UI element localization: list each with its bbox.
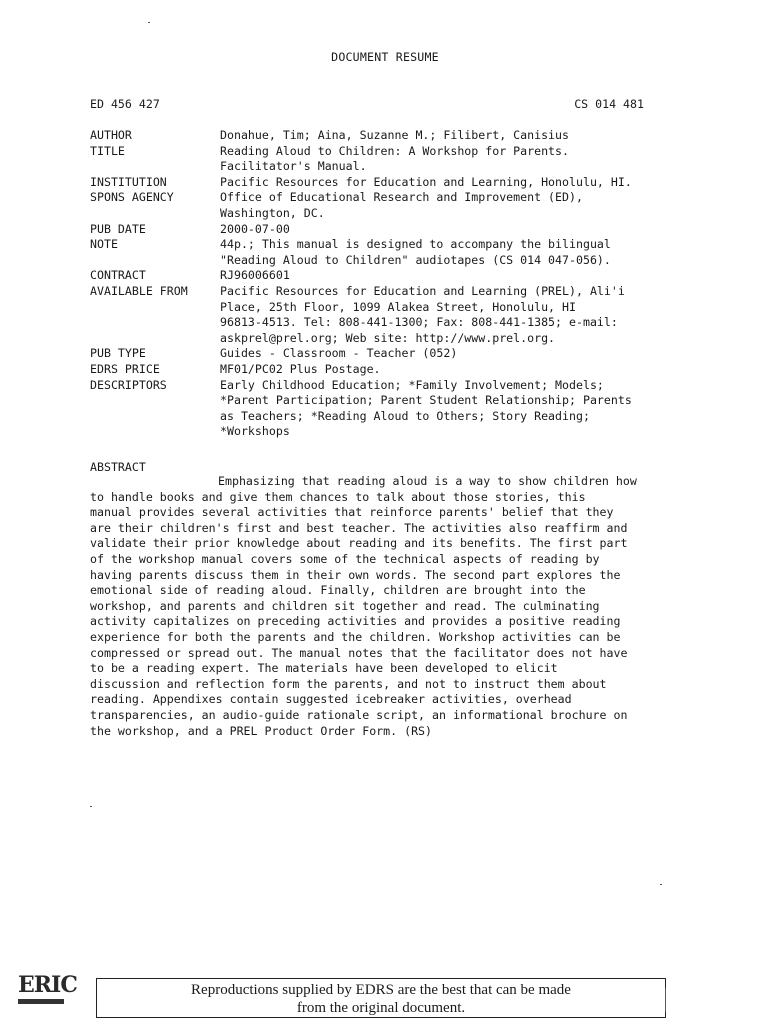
field-value bbox=[220, 144, 690, 175]
abstract-text bbox=[90, 474, 690, 739]
field-row bbox=[90, 144, 690, 175]
field-row bbox=[90, 346, 690, 362]
field-value bbox=[220, 222, 690, 238]
abstract-line: the workshop, and a PREL Product Order Form. (RS) bbox=[90, 723, 433, 738]
abstract-line: emotional side of reading aloud. Finally, children are brought into the bbox=[90, 583, 586, 598]
field-value-line: 2000-07-00 bbox=[220, 221, 290, 236]
field-value-line: 96813-4513. Tel: 808-441-1300; Fax: 808-441-1385; e-mail: bbox=[220, 315, 618, 330]
field-value-line: Reading Aloud to Children: A Workshop for Parents. bbox=[220, 143, 570, 158]
field-row bbox=[90, 378, 690, 440]
field-row bbox=[90, 128, 690, 144]
abstract-line: reading. Appendixes contain suggested icebreaker activities, overhead bbox=[90, 692, 572, 707]
field-value-line: Donahue, Tim; Aina, Suzanne M.; Filibert, Canisius bbox=[220, 128, 570, 142]
field-value-line: Facilitator's Manual. bbox=[220, 159, 367, 174]
field-value bbox=[220, 128, 690, 144]
metadata-fields bbox=[90, 128, 690, 440]
abstract-line: validate their prior knowledge about reading and its benefits. The first part bbox=[90, 536, 628, 551]
cs-number: CS 014 481 bbox=[574, 97, 644, 111]
abstract-line: of the workshop manual covers some of the technical aspects of reading by bbox=[90, 551, 600, 566]
field-value-line: *Parent Participation; Parent Student Relationship; Parents bbox=[220, 393, 632, 408]
abstract-line: activity capitalizes on preceding activities and provides a positive reading bbox=[90, 614, 621, 629]
eric-logo-bar bbox=[18, 999, 64, 1004]
field-value bbox=[220, 268, 690, 284]
field-label: EDRS PRICE bbox=[90, 361, 160, 376]
field-value bbox=[220, 190, 690, 221]
abstract-label: ABSTRACT bbox=[90, 460, 146, 474]
field-value-line: Early Childhood Education; *Family Involvement; Models; bbox=[220, 377, 604, 392]
field-label: SPONS AGENCY bbox=[90, 190, 174, 205]
field-label: PUB TYPE bbox=[90, 346, 146, 361]
document-title: DOCUMENT RESUME bbox=[331, 50, 439, 64]
eric-logo-icon bbox=[18, 972, 77, 1006]
abstract-line: to be a reading expert. The materials have been developed to elicit bbox=[90, 661, 558, 676]
field-row bbox=[90, 190, 690, 221]
abstract-line: manual provides several activities that reinforce parents' belief that they bbox=[90, 505, 614, 520]
field-value-line: MF01/PC02 Plus Postage. bbox=[220, 361, 381, 376]
field-label: NOTE bbox=[90, 237, 118, 252]
field-label: AVAILABLE FROM bbox=[90, 283, 188, 298]
scan-speck bbox=[148, 22, 150, 23]
field-label: CONTRACT bbox=[90, 268, 146, 283]
field-row bbox=[90, 362, 690, 378]
scan-speck bbox=[660, 884, 662, 885]
reproduction-line-2: from the original document. bbox=[296, 1000, 466, 1016]
abstract-line: compressed or spread out. The manual notes that the facilitator does not have bbox=[90, 645, 628, 660]
field-value bbox=[220, 346, 690, 362]
field-value-line: Pacific Resources for Education and Learning (PREL), Ali'i bbox=[220, 283, 625, 298]
field-row bbox=[90, 237, 690, 268]
eric-logo-text: ERIC bbox=[18, 972, 77, 998]
field-row bbox=[90, 268, 690, 284]
field-value-line: Place, 25th Floor, 1099 Alakea Street, Honolulu, HI bbox=[220, 299, 576, 314]
field-value-line: Washington, DC. bbox=[220, 205, 325, 220]
field-value-line: "Reading Aloud to Children" audiotapes (CS 014 047-056). bbox=[220, 252, 611, 267]
field-label: TITLE bbox=[90, 143, 125, 158]
abstract-line: Emphasizing that reading aloud is a way to show children how bbox=[218, 474, 637, 488]
reproduction-notice bbox=[96, 978, 666, 1018]
scan-line bbox=[665, 988, 666, 1012]
field-label: DESCRIPTORS bbox=[90, 377, 167, 392]
field-row bbox=[90, 222, 690, 238]
field-label: PUB DATE bbox=[90, 221, 146, 236]
field-value bbox=[220, 175, 690, 191]
ed-number: ED 456 427 bbox=[90, 97, 160, 111]
abstract-line: are their children's first and best teacher. The activities also reaffirm and bbox=[90, 520, 628, 535]
reproduction-line-1: Reproductions supplied by EDRS are the best that can be made bbox=[191, 982, 571, 998]
abstract-line: having parents discuss them in their own words. The second part explores the bbox=[90, 567, 621, 582]
field-label: AUTHOR bbox=[90, 128, 132, 142]
abstract-line: workshop, and parents and children sit together and read. The culminating bbox=[90, 598, 600, 613]
field-label: INSTITUTION bbox=[90, 174, 167, 189]
field-value-line: askprel@prel.org; Web site: http://www.prel.org. bbox=[220, 330, 556, 345]
field-row bbox=[90, 175, 690, 191]
field-value bbox=[220, 362, 690, 378]
field-value-line: 44p.; This manual is designed to accompany the bilingual bbox=[220, 237, 611, 252]
abstract-line: to handle books and give them chances to talk about those stories, this bbox=[90, 489, 586, 504]
field-value bbox=[220, 378, 690, 440]
field-value-line: as Teachers; *Reading Aloud to Others; Story Reading; bbox=[220, 408, 590, 423]
field-value-line: RJ96006601 bbox=[220, 268, 290, 283]
field-value bbox=[220, 237, 690, 268]
field-value-line: Office of Educational Research and Improvement (ED), bbox=[220, 190, 583, 205]
abstract-line: transparencies, an audio-guide rationale script, an informational brochure on bbox=[90, 707, 628, 722]
field-row bbox=[90, 284, 690, 346]
abstract-line: discussion and reflection form the parents, and not to instruct them about bbox=[90, 676, 607, 691]
field-value bbox=[220, 284, 690, 346]
field-value-line: Guides - Classroom - Teacher (052) bbox=[220, 346, 458, 361]
field-value-line: Pacific Resources for Education and Learning, Honolulu, HI. bbox=[220, 174, 632, 189]
abstract-line: experience for both the parents and the children. Workshop activities can be bbox=[90, 629, 621, 644]
field-value-line: *Workshops bbox=[220, 424, 290, 439]
scan-speck bbox=[90, 806, 92, 807]
